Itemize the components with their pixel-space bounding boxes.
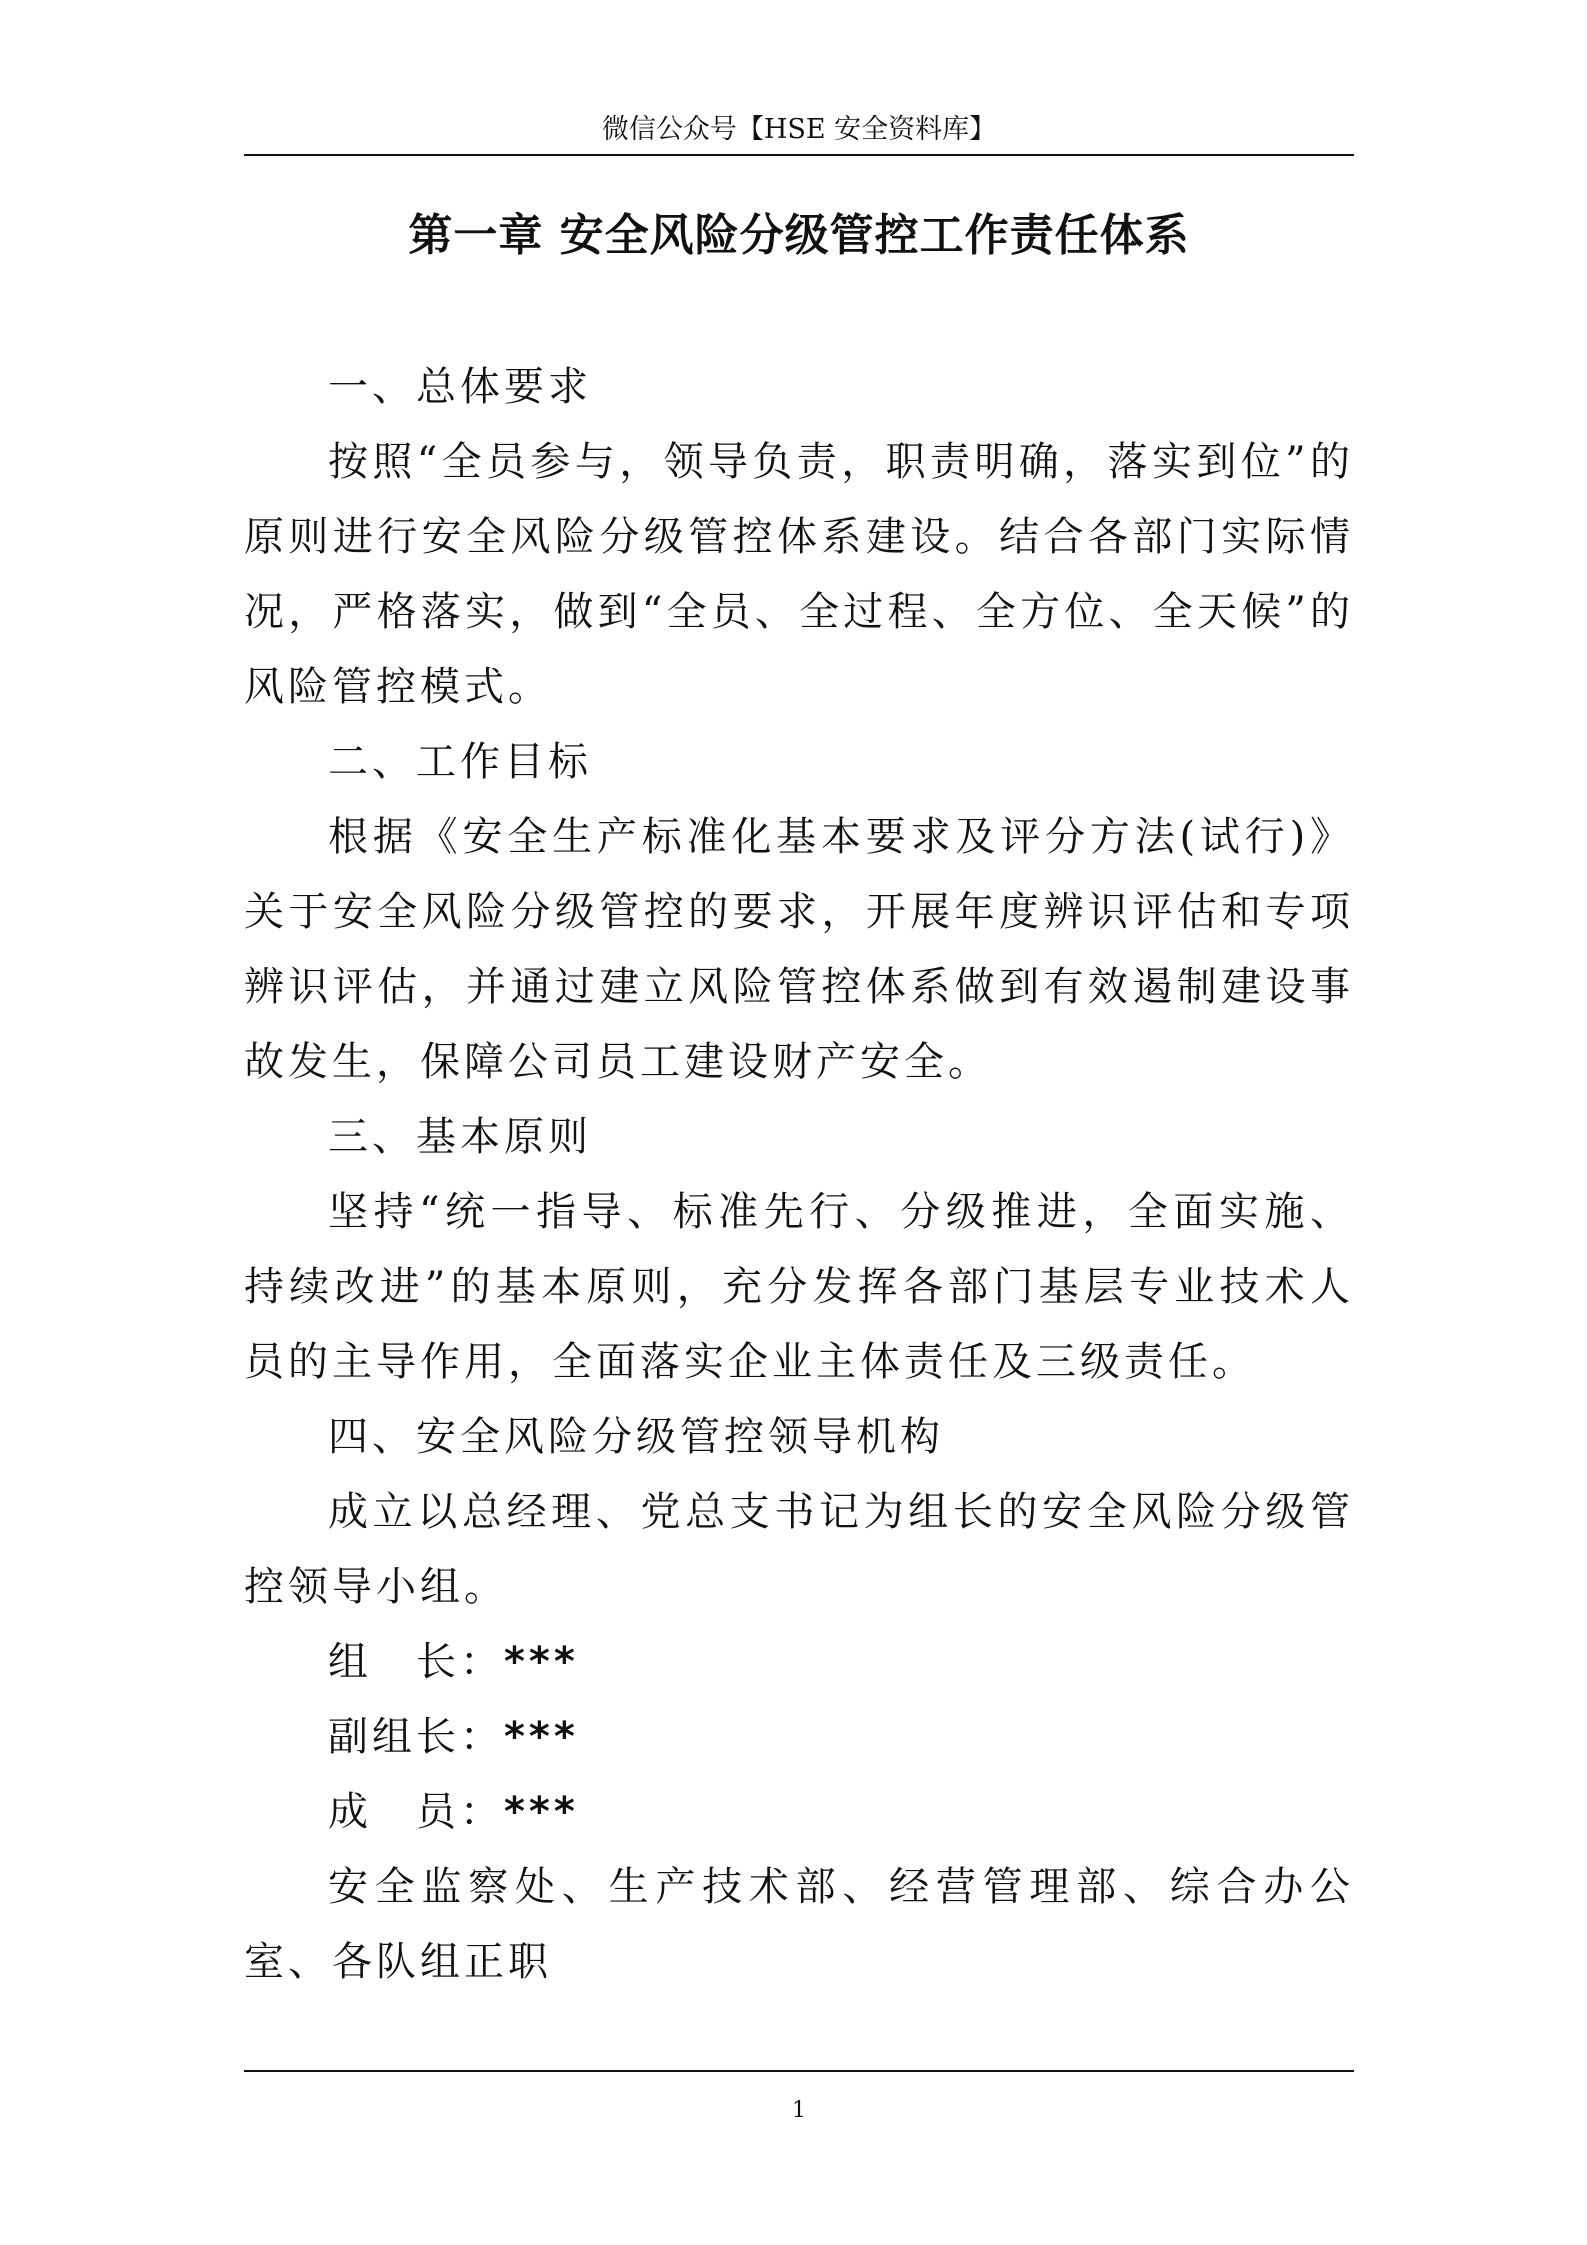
chapter-title: 第一章 安全风险分级管控工作责任体系 [408,210,1190,261]
paragraph-leadership: 成立以总经理、党总支书记为组长的安全风险分级管控领导小组。 [244,1489,1354,1610]
paragraph-departments: 安全监察处、生产技术部、经营管理部、综合办公室、各队组正职 [244,1864,1354,1985]
section-heading-overall-requirements: 一、总体要求 [328,364,592,410]
document-body [244,350,1354,2000]
page-number: 1 [792,2098,806,2123]
paragraph-overall-requirements: 按照“全员参与，领导负责，职责明确，落实到位”的原则进行安全风险分级管控体系建设。结合各部门实际情况，严格落实，做到“全员、全过程、全方位、全天候”的风险管控模式。 [244,439,1354,710]
header-rule [244,154,1354,156]
page-header: 微信公众号【HSE 安全资料库】 [601,114,997,145]
paragraph-work-objectives: 根据《安全生产标准化基本要求及评分方法(试行)》关于安全风险分级管控的要求，开展年度辨识评估和专项辨识评估，并通过建立风险管控体系做到有效遏制建设事故发生，保障公司员工建设财产安全。 [244,814,1354,1085]
paragraph-basic-principles: 坚持“统一指导、标准先行、分级推进，全面实施、持续改进”的基本原则，充分发挥各部门基层专业技术人员的主导作用，全面落实企业主体责任及三级责任。 [244,1189,1354,1385]
member-name: *** [504,1714,579,1760]
member-role: 副组长： [328,1714,504,1760]
section-heading-basic-principles: 三、基本原则 [328,1114,592,1160]
member-line-members [244,1775,1354,1850]
section-heading-work-objectives: 二、工作目标 [328,739,592,785]
member-name: *** [504,1789,579,1835]
member-name: *** [504,1639,579,1685]
member-role: 组 长： [328,1639,504,1685]
member-line-leader [244,1625,1354,1700]
section-heading-leadership: 四、安全风险分级管控领导机构 [328,1414,944,1460]
member-role: 成 员： [328,1789,504,1835]
footer-rule [244,2070,1354,2072]
member-line-deputy-leader [244,1700,1354,1775]
